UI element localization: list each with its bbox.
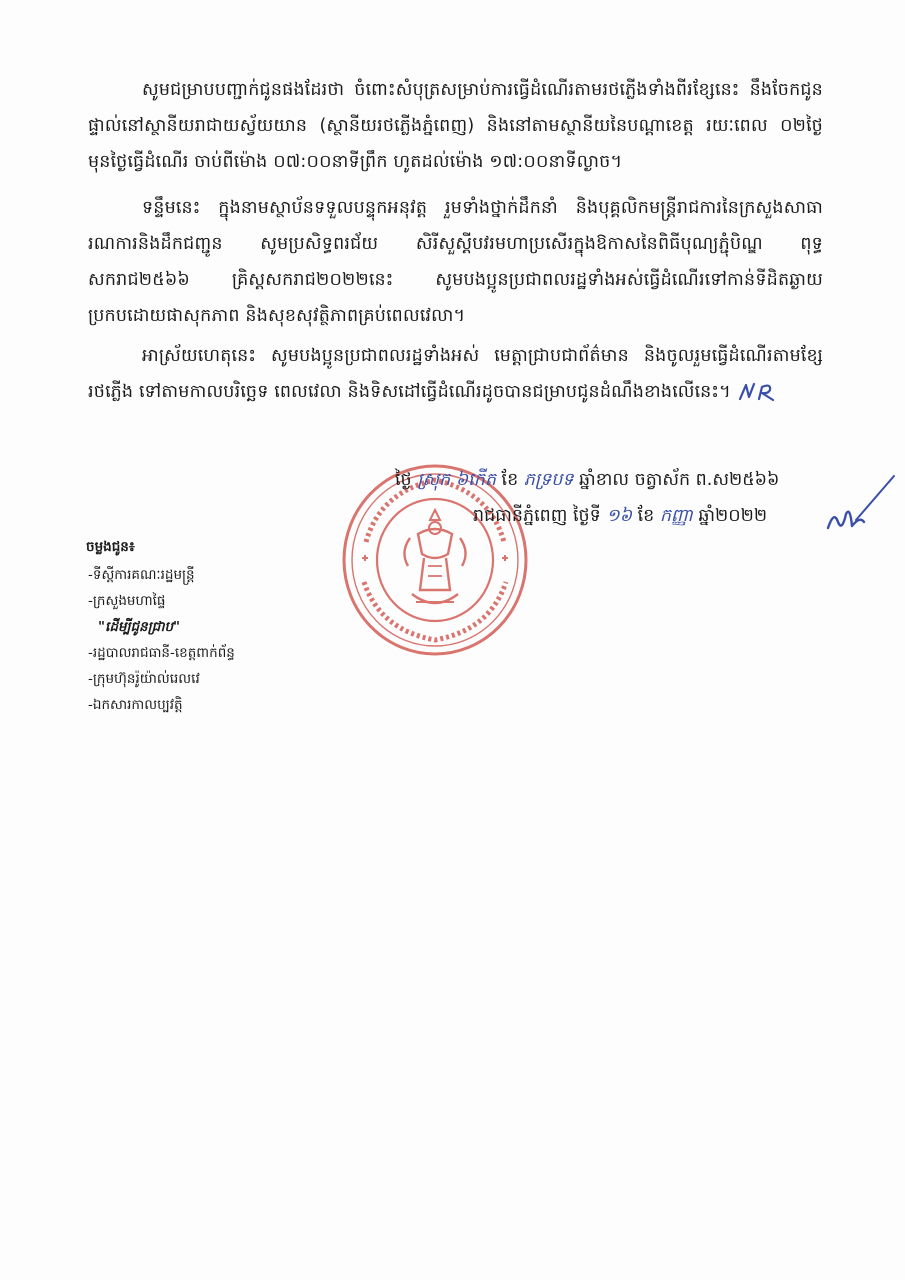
copy-to-heading: ចម្លងជូន៖: [86, 539, 135, 555]
body-paragraph-3-text: អាស្រ័យហេតុនេះ សូមបងប្អូនប្រជាពលរដ្ឋទាំងអស់ មេត្តាជ្រាបជាព័ត៌មាន និងចូលរួមធ្វើដំណើរតាមខ្សែរថភ្លើង ទៅតាមកាលបរិច្ឆេទ ពេលវេលា និងទិសដៅធ្វើដំណើរដូចបានជម្រាបជូនដំណឹងខាងលើនេះ។: [88, 346, 823, 402]
signature-icon: [820, 470, 900, 540]
handwritten-initials-icon: [737, 379, 781, 405]
copy-to-list: [86, 534, 406, 718]
lunar-month-prefix: ខែ: [501, 470, 519, 490]
date-block: [395, 462, 835, 534]
copy-to-item: -ឯកសារកាលប្បវត្តិ: [88, 697, 183, 713]
body-paragraph-2: ទន្ទឹមនេះ ក្នុងនាមស្ថាប័នទទួលបន្ទុកអនុវត្ត រួមទាំងថ្នាក់ដឹកនាំ និងបុគ្គលិកមន្ត្រីរាជការនៃក្រសួងសាធារណការនិងដឹកជញ្ជូន សូមប្រសិទ្ធពរជ័យ សិរីសួស្តីបវរមហាប្រសើរក្នុងឱកាសនៃពិធីបុណ្យភ្ជុំបិណ្ឌ ពុទ្ធសករាជ២៥៦៦ គ្រិស្តសករាជ២០២២នេះ សូមបងប្អូនប្រជាពលរដ្ឋទាំងអស់ធ្វើដំណើរទៅកាន់ទីដិតឆ្ងាយប្រកបដោយផាសុកភាព និងសុខសុវត្ថិភាពគ្រប់ពេលវេលា។: [88, 198, 823, 326]
lunar-year: ឆ្នាំខាល ចត្វាស័ក ព.ស២៥៦៦: [579, 470, 780, 490]
lunar-day-handwritten: ស្រុក ៦កើត: [417, 470, 496, 490]
body-paragraph-3: [88, 338, 823, 410]
month-handwritten: កញ្ញា: [659, 506, 693, 526]
copy-to-item: -រដ្ឋបាលរាជធានី-ខេត្តពាក់ព័ន្ធ: [88, 645, 235, 661]
lunar-day-prefix: ថ្ងៃ: [395, 470, 412, 490]
day-handwritten: ១៦: [606, 506, 632, 526]
lunar-month-handwritten: ភទ្របទ: [523, 470, 574, 490]
solar-date-line: [395, 498, 835, 534]
copy-to-item: -ទីស្តីការគណៈរដ្ឋមន្ត្រី: [88, 567, 195, 583]
lunar-date-line: [395, 462, 835, 498]
month-prefix: ខែ: [637, 506, 655, 526]
place-prefix: រាជធានីភ្នំពេញ ថ្ងៃទី: [473, 506, 601, 526]
body-paragraph-1: សូមជម្រាបបញ្ជាក់ជូនផងដែរថា ចំពោះសំបុត្រសម្រាប់ការធ្វើដំណើរតាមរថភ្លើងទាំងពីរខ្សែនេះ នឹងចែកជូនផ្ទាល់នៅស្ថានីយរាជាយស្វ័យយាន (ស្ថានីយរថភ្លើងភ្នំពេញ) និងនៅតាមស្ថានីយនៃបណ្តាខេត្ត រយៈពេល ០២ថ្ងៃ មុនថ្ងៃធ្វើដំណើរ ចាប់ពីម៉ោង ០៧:០០នាទីព្រឹក ហូតដល់ម៉ោង ១៧:០០នាទីល្ងាច។: [88, 80, 823, 172]
copy-to-item: -ក្រុមហ៊ុនរ៉ូយ៉ាល់រេលវេ: [88, 671, 200, 687]
copy-to-item: -ក្រសួងមហាផ្ទៃ: [88, 593, 166, 609]
copy-to-note: "ដើម្បីជូនជ្រាប": [98, 619, 181, 635]
year: ឆ្នាំ២០២២: [698, 506, 768, 526]
